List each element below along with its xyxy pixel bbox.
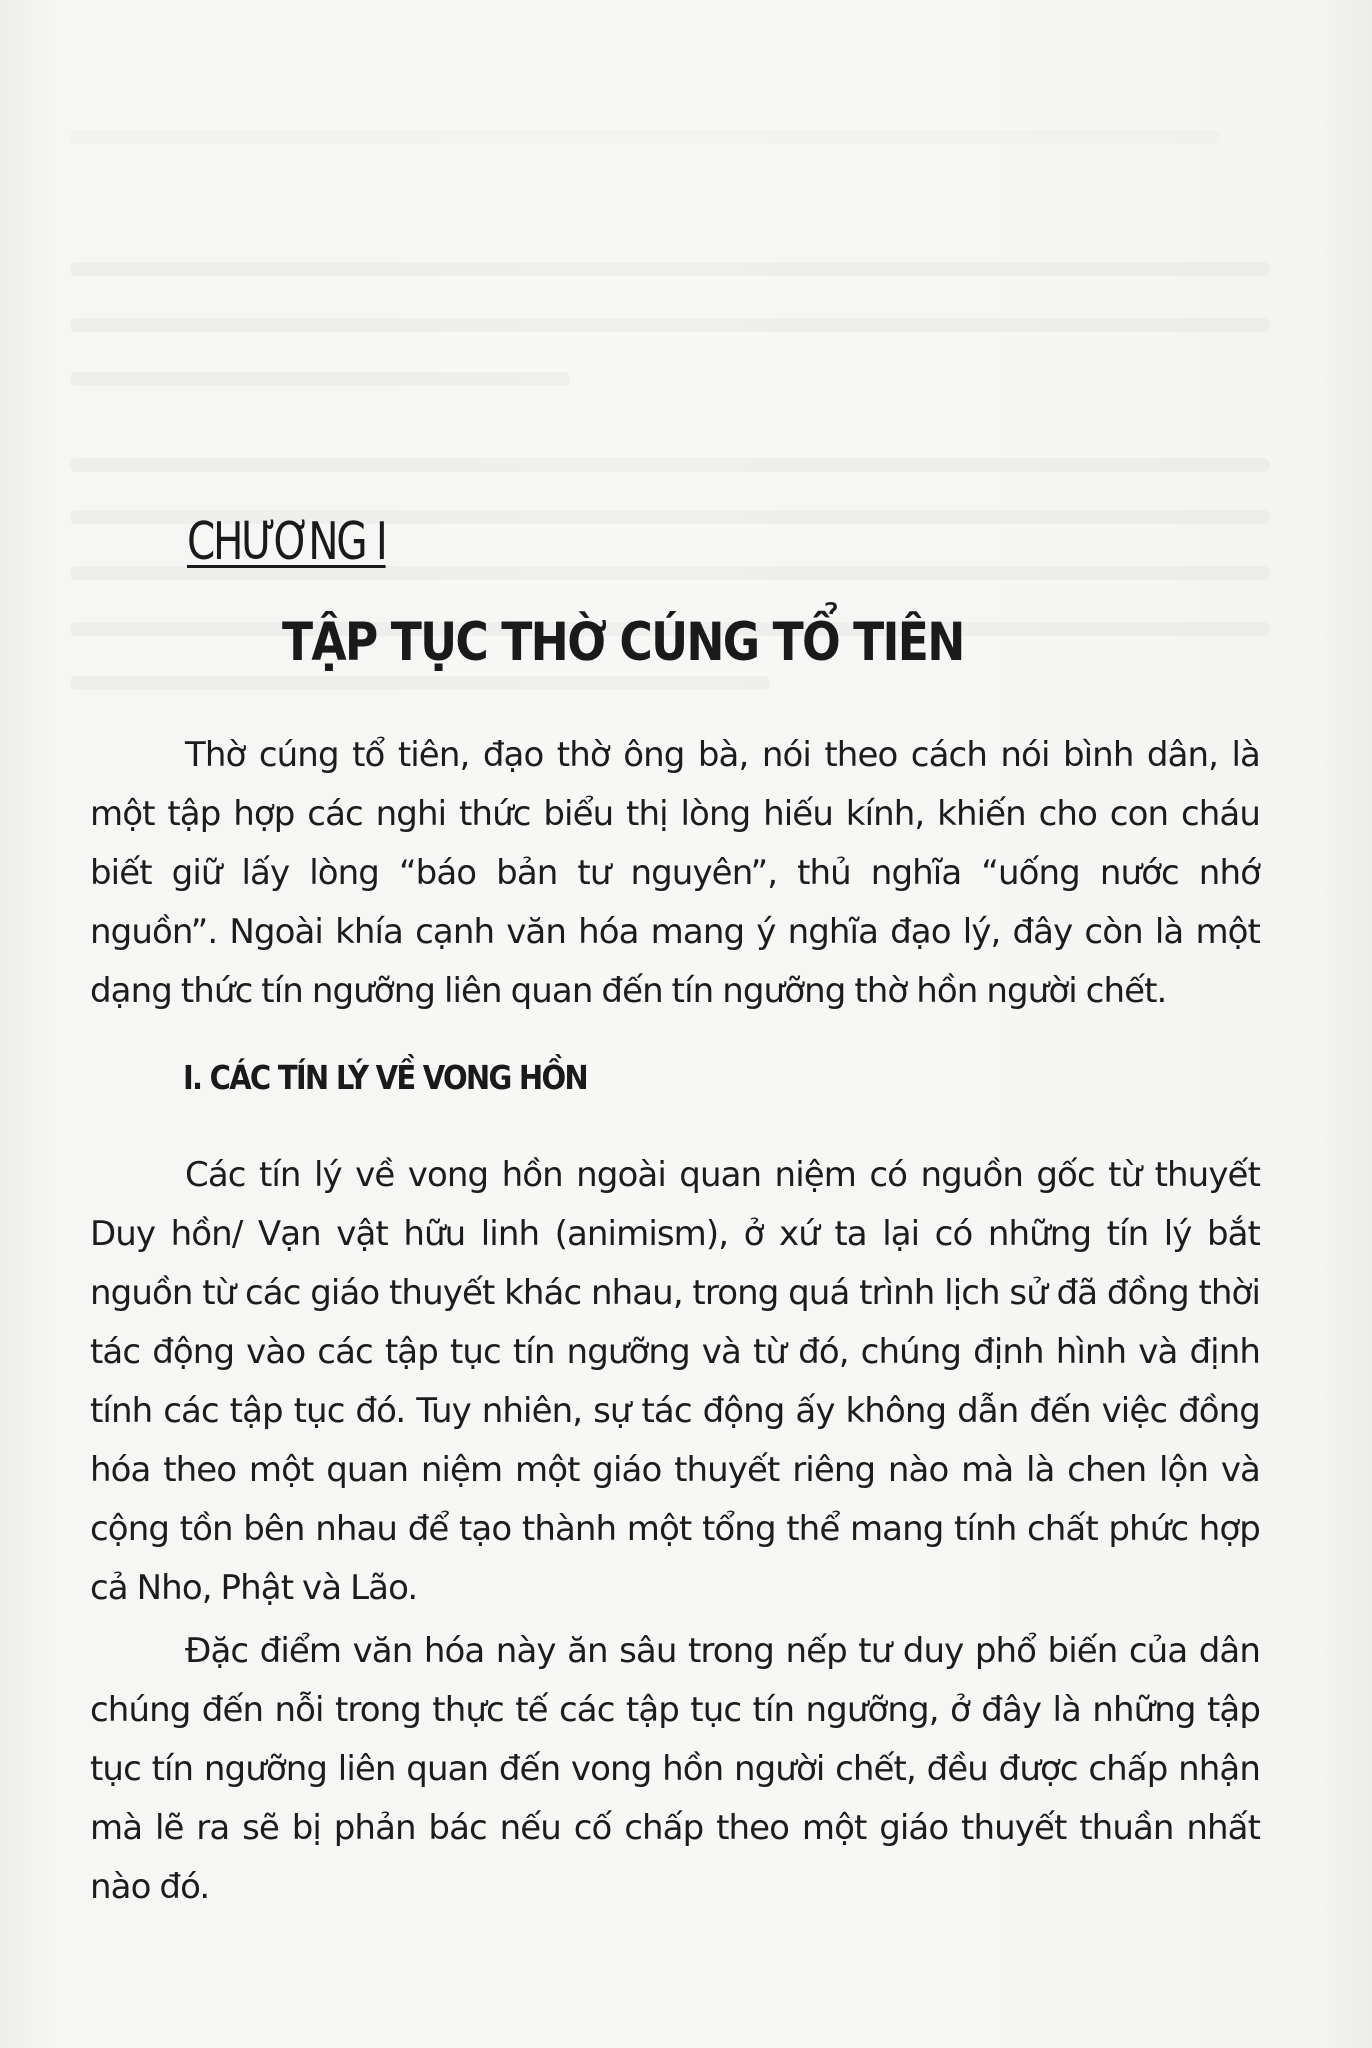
paragraph-text: Các tín lý về vong hồn ngoài quan niệm có nguồn gốc từ thuyết Duy hồn/ Vạn vật hữu linh (animism), ở xứ ta lại có những tín lý bắt nguồn từ các giáo thuyết khác nhau, trong quá trình lịch sử đã đồng thời tác động vào các tập tục tín ngưỡng và từ đó, chúng định hình và định tính các tập tục đó. Tuy nhiên, sự tác động ấy không dẫn đến việc đồng hóa theo một quan niệm một giáo thuyết riêng nào mà là chen lộn và cộng tồn bên nhau để tạo thành một tổng thể mang tính chất phức hợp cả Nho, Phật và Lão.	[90, 1155, 1260, 1608]
paragraph-text: Thờ cúng tổ tiên, đạo thờ ông bà, nói theo cách nói bình dân, là một tập hợp các nghi thức biểu thị lòng hiếu kính, khiến cho con cháu biết giữ lấy lòng “báo bản tư nguyên”, thủ nghĩa “uống nước nhớ nguồn”. Ngoài khía cạnh văn hóa mang ý nghĩa đạo lý, đây còn là một dạng thức tín ngưỡng liên quan đến tín ngưỡng thờ hồn người chết.	[90, 735, 1260, 1011]
section-paragraph-1	[90, 1146, 1260, 1618]
section-heading: I. CÁC TÍN LÝ VỀ VONG HỒN	[183, 1058, 587, 1097]
show-through-texture	[70, 318, 1270, 332]
chapter-title: TẬP TỤC THỜ CÚNG TỔ TIÊN	[282, 612, 964, 673]
show-through-texture	[70, 130, 1220, 144]
chapter-label: CHƯƠNG I	[187, 512, 386, 572]
show-through-texture	[70, 372, 570, 386]
show-through-texture	[70, 458, 1270, 472]
intro-paragraph	[90, 726, 1260, 1021]
show-through-texture	[70, 676, 770, 690]
paragraph-text: Đặc điểm văn hóa này ăn sâu trong nếp tư duy phổ biến của dân chúng đến nỗi trong thực tế các tập tục tín ngưỡng, ở đây là những tập tục tín ngưỡng liên quan đến vong hồn người chết, đều được chấp nhận mà lẽ ra sẽ bị phản bác nếu cố chấp theo một giáo thuyết thuần nhất nào đó.	[90, 1631, 1260, 1907]
show-through-texture	[70, 262, 1270, 276]
section-paragraph-2	[90, 1622, 1260, 1917]
